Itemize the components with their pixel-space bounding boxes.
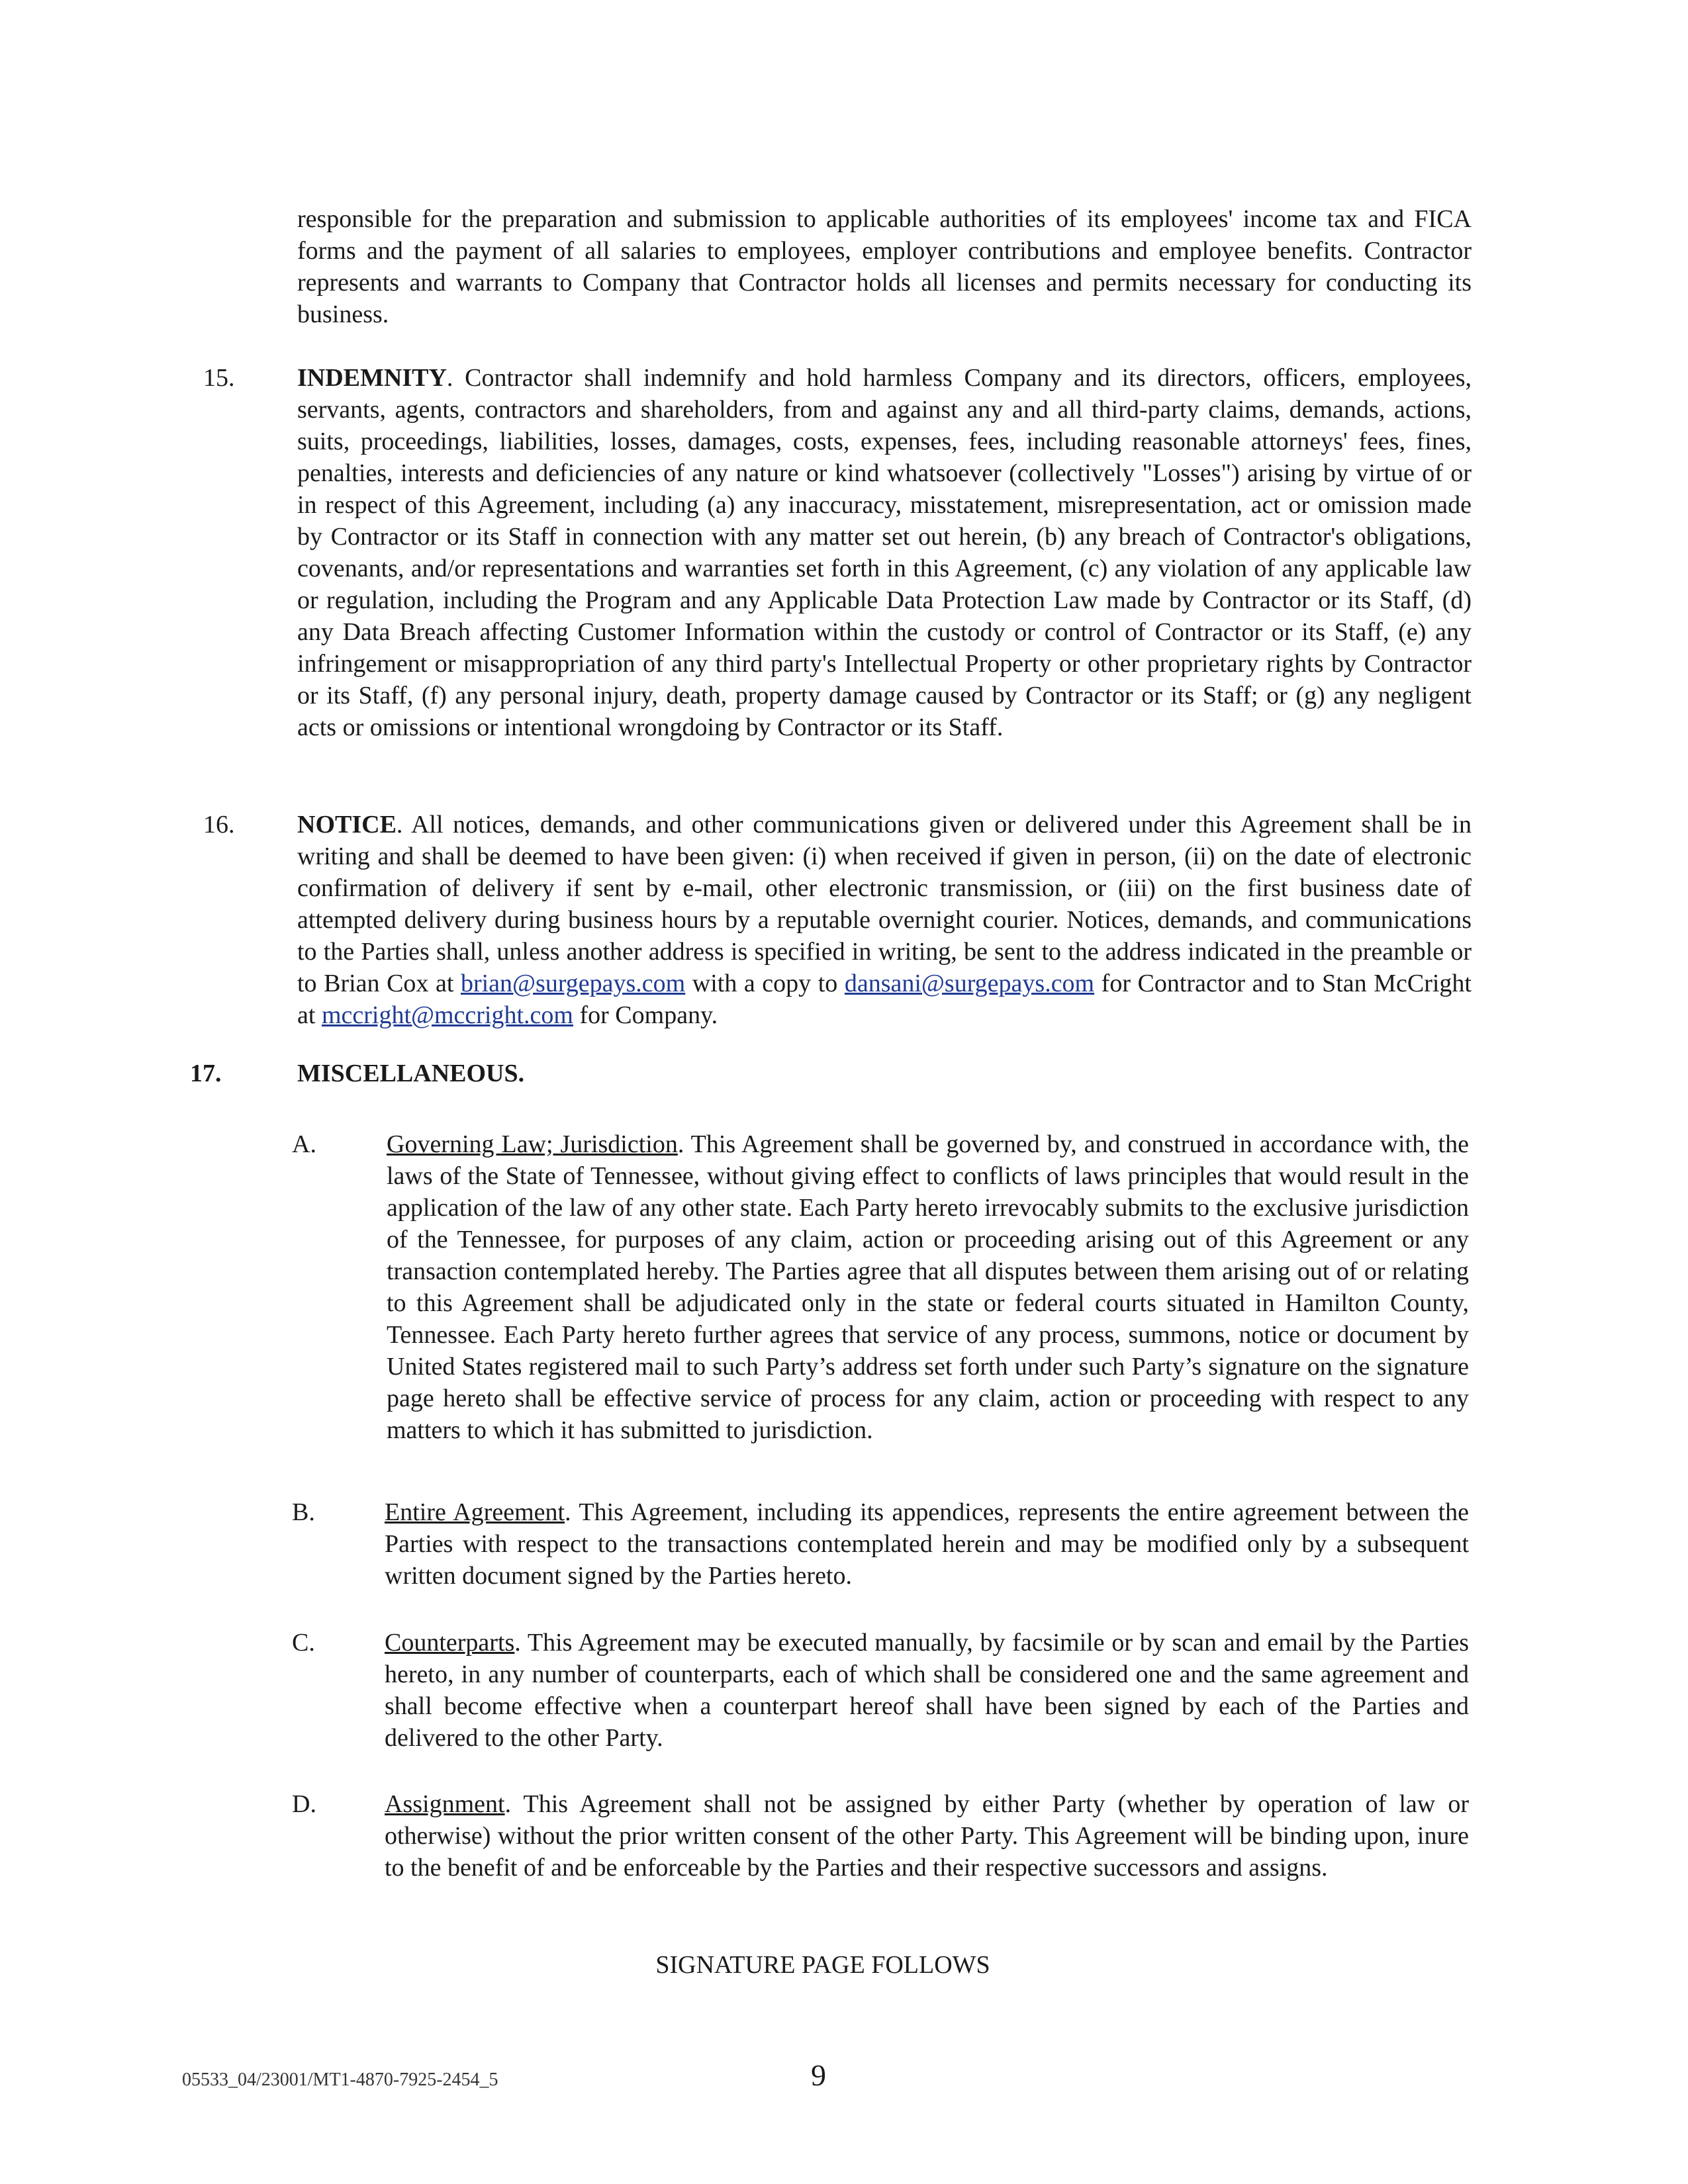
signature-page-note: SIGNATURE PAGE FOLLOWS <box>655 1951 990 1979</box>
subsection-a-text: . This Agreement shall be governed by, and construed in accordance with, the laws of the State of Tennessee, without giving effect to conflicts of laws principles that would result in the application of the law of any other state. Each Party hereto irrevocably submits to the exclusive jurisdiction of the Tennessee, for purposes of any claim, action or proceeding arising out of this Agreement or any transaction contemplated hereby. The Parties agree that all disputes between them arising out of or relating to this Agreement shall be adjudicated only in the state or federal courts situated in Hamilton County, Tennessee. Each Party hereto further agrees that service of any process, summons, notice or document by United States registered mail to such Party’s address set forth under such Party’s signature on the signature page hereto shall be effective service of process for any claim, action or proceeding with respect to any matters to which it has submitted to jurisdiction. <box>387 1130 1469 1444</box>
subsection-a-paragraph <box>387 1128 1469 1446</box>
subsection-b-paragraph <box>385 1496 1469 1592</box>
subsection-c-title: Counterparts <box>385 1629 515 1657</box>
subsection-a-label: A. <box>292 1130 316 1158</box>
subsection-d-text: . This Agreement shall not be assigned by either Party (whether by operation of law or otherwise) without the prior written consent of the other Party. This Agreement will be binding upon, inure to the benefit of and be enforceable by the Parties and their respective successors and assigns. <box>385 1790 1469 1882</box>
subsection-d-label: D. <box>292 1790 316 1818</box>
section-15-paragraph <box>297 362 1472 743</box>
subsection-c-paragraph <box>385 1627 1469 1754</box>
section-15-text: . Contractor shall indemnify and hold harmless Company and its directors, officers, employees, servants, agents, contractors and shareholders, from and against any and all third-party claims, demands, actions, suits, proceedings, liabilities, losses, damages, costs, expenses, fees, including reasonable attorneys' fees, fines, penalties, interests and deficiencies of any nature or kind whatsoever (collectively "Losses") arising by virtue of or in respect of this Agreement, including (a) any inaccuracy, misstatement, misrepresentation, act or omission made by Contractor or its Staff in connection with any matter set out herein, (b) any breach of Contractor's obligations, covenants, and/or representations and warranties set forth in this Agreement, (c) any violation of any applicable law or regulation, including the Program and any Applicable Data Protection Law made by Contractor or its Staff, (d) any Data Breach affecting Customer Information within the custody or control of Contractor or its Staff, (e) any infringement or misappropriation of any third party's Intellectual Property or other proprietary rights by Contractor or its Staff, (f) any personal injury, death, property damage caused by Contractor or its Staff; or (g) any negligent acts or omissions or intentional wrongdoing by Contractor or its Staff. <box>297 364 1472 741</box>
footer-document-id: 05533_04/23001/MT1-4870-7925-2454_5 <box>182 2070 498 2090</box>
section-15-number: 15. <box>203 364 235 392</box>
section-16-paragraph <box>297 809 1472 1031</box>
section-16-heading: NOTICE <box>297 811 397 839</box>
subsection-c-text: . This Agreement may be executed manually, by facsimile or by scan and email by the Parties hereto, in any number of counterparts, each of which shall be considered one and the same agreement and shall become effective when a counterpart hereof shall have been signed by each of the Parties and delivered to the other Party. <box>385 1629 1469 1752</box>
subsection-d-paragraph <box>385 1788 1469 1884</box>
email-link-brian[interactable]: brian@surgepays.com <box>460 970 686 997</box>
section-16-text-2: with a copy to <box>685 970 845 997</box>
email-link-mccright[interactable]: mccright@mccright.com <box>321 1001 573 1029</box>
subsection-b-text: . This Agreement, including its appendices, represents the entire agreement between the Parties with respect to the transactions contemplated herein and may be modified only by a subsequent written document signed by the Parties hereto. <box>385 1498 1470 1590</box>
section-17-heading: MISCELLANEOUS. <box>297 1060 525 1087</box>
section-16-text-4: for Company. <box>573 1001 718 1029</box>
section-16-number: 16. <box>203 811 235 839</box>
section-17-number: 17. <box>190 1060 222 1087</box>
email-link-dansani[interactable]: dansani@surgepays.com <box>844 970 1095 997</box>
subsection-b-label: B. <box>292 1498 315 1526</box>
section-15-heading: INDEMNITY <box>297 364 447 392</box>
page-number: 9 <box>811 2058 826 2092</box>
subsection-b-title: Entire Agreement <box>385 1498 565 1526</box>
subsection-c-label: C. <box>292 1629 315 1657</box>
intro-paragraph: responsible for the preparation and submission to applicable authorities of its employees' income tax and FICA forms and the payment of all salaries to employees, employer contributions and employee benefits. Contractor represents and warrants to Company that Contractor holds all licenses and permits necessary for conducting its business. <box>297 205 1472 328</box>
subsection-a-title: Governing Law; Jurisdiction <box>387 1130 678 1158</box>
section-16-text-1: . All notices, demands, and other communications given or delivered under this Agreement shall be in writing and shall be deemed to have been given: (i) when received if given in person, (ii) on the date of electronic confirmation of delivery if sent by e-mail, other electronic transmission, or (iii) on the first business date of attempted delivery during business hours by a reputable overnight courier. Notices, demands, and communications to the Parties shall, unless another address is specified in writing, be sent to the address indicated in the preamble or to Brian Cox at <box>297 811 1472 997</box>
section-16-text-3: for Contractor and to Stan McCright at <box>297 970 1472 1029</box>
subsection-d-title: Assignment <box>385 1790 505 1818</box>
